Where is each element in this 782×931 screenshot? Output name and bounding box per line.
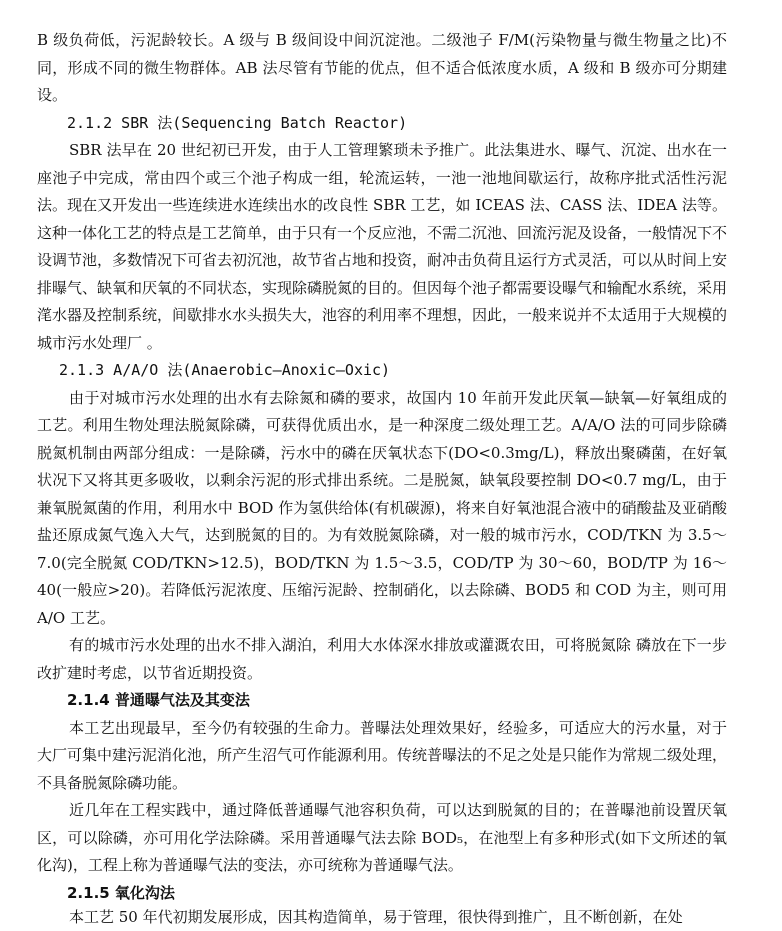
paragraph-lake-discharge: 有的城市污水处理的出水不排入湖泊，利用大水体深水排放或灌溉农田，可将脱氮除 磷放在下一步改扩建时考虑，以节省近期投资。 [37, 636, 727, 682]
heading-2-1-4-ordinary-aeration: 2.1.4 普通曝气法及其变法 [67, 691, 250, 709]
paragraph-ab-method-end: B 级负荷低，污泥龄较长。A 级与 B 级间设中间沉淀池。二级池子 F/M(污染物量与微生物量之比)不同，形成不同的微生物群体。AB 法尽管有节能的优点，但不适合低浓度水质，A 级和 B 级亦可分期建设。 [37, 31, 727, 104]
heading-2-1-2-sbr: 2.1.2 SBR 法(Sequencing Batch Reactor) [67, 113, 408, 132]
heading-2-1-5-oxidation-ditch: 2.1.5 氧化沟法 [67, 883, 175, 902]
paragraph-ordinary-aeration: 本工艺出现最早，至今仍有较强的生命力。普曝法处理效果好，经验多，可适应大的污水量，对于大厂可集中建污泥消化池，所产生沼气可作能源利用。传统普曝法的不足之处是只能作为常规二级处理，不具备脱氮除磷功能。 [37, 718, 728, 792]
paragraph-recent-practice: 近几年在工程实践中，通过降低普通曝气池容积负荷，可以达到脱氮的目的；在普曝池前设置厌氧区，可以除磷，亦可用化学法除磷。采用普通曝气法去除 BOD₅，在池型上有多种形式(如下文所述的氧化沟)，工程上称为普通曝气法的变法，亦可统称为普通曝气法。 [37, 801, 727, 874]
paragraph-sbr: SBR 法早在 20 世纪初已开发，由于人工管理繁琐未予推广。此法集进水、曝气、沉淀、出水在一座池子中完成，常由四个或三个池子构成一组，轮流运转，一池一池地间歇运行，故称序批式活性污泥法。现在又开发出一些连续进水连续出水的改良性 SBR 工艺，如 ICEAS 法、CASS 法、IDEA 法等。这种一体化工艺的特点是工艺简单，由于只有一个反应池，不需二沉池、回流污泥及设备，一般情况下不设调节池，多数情况下可省去初沉池，故节省占地和投资，耐冲击负荷且运行方式灵活，可以从时间上安排曝气、缺氧和厌氧的不同状态，实现除磷脱氮的目的。但因每个池子都需要设曝气和输配水系统，采用滗水器及控制系统，间歇排水水头损失大，池容的利用率不理想，因此，一般来说并不太适用于大规模的城市污水处理厂 。 [37, 141, 728, 352]
document-page [37, 27, 727, 907]
paragraph-aao: 由于对城市污水处理的出水有去除氮和磷的要求，故国内 10 年前开发此厌氧—缺氧—好氧组成的工艺。利用生物处理法脱氮除磷，可获得优质出水，是一种深度二级处理工艺。A/A/O 法的可同步除磷脱氮机制由两部分组成：一是除磷，污水中的磷在厌氧状态下(DO<0.3mg/L)，释放出聚磷菌，在好氧状况下又将其更多吸收，以剩余污泥的形式排出系统。二是脱氮，缺氧段要控制 DO<0.7 mg/L，由于兼氧脱氮菌的作用，利用水中 BOD 作为氢供给体(有机碳源)，将来自好氧池混合液中的硝酸盐及亚硝酸盐还原成氮气逸入大气，达到脱氮的目的。为有效脱氮除磷，对一般的城市污水，COD/TKN 为 3.5～7.0(完全脱氮 COD/TKN>12.5)，BOD/TKN 为 1.5～3.5，COD/TP 为 30～60，BOD/TP 为 16～40(一般应>20)。若降低污泥浓度、压缩污泥龄、控制硝化，以去除磷、BOD5 和 COD 为主，则可用 A/O 工艺。 [37, 388, 727, 627]
cut-off-line [37, 904, 727, 931]
paragraph-oxidation-ditch-partial: 本工艺 50 年代初期发展形成，因其构造简单，易于管理，很快得到推广，且不断创新，在处 [69, 908, 683, 926]
heading-2-1-3-aao: 2.1.3 A/A/O 法(Anaerobic—Anoxic—Oxic) [59, 361, 391, 379]
